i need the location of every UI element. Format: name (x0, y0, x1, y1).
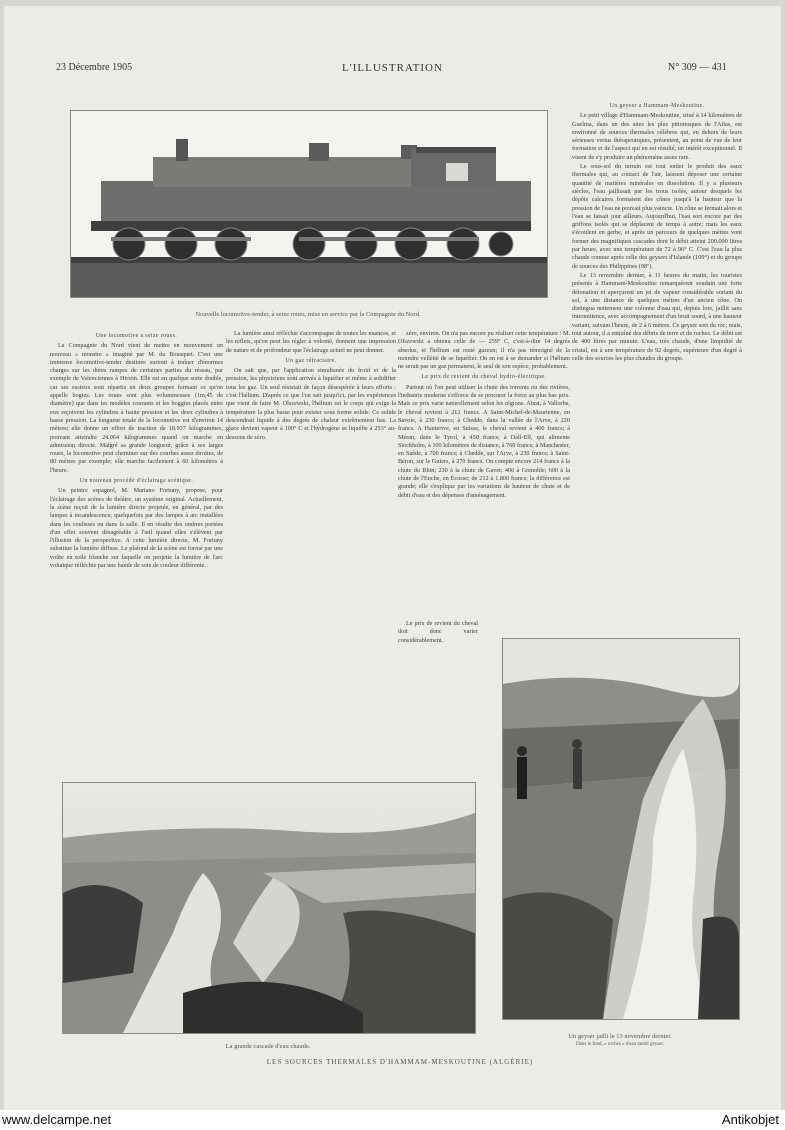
text-gaz: On sait que, par l'application simultanée du froid et de la pression, les physiciens sont arrivés à liquéfier et même à solidifier tous les gaz. Un seul résistait de façon désespérée à leurs efforts : c'est l'hélium. D'après ce que l'on sait jusqu'ici, par les expériences que vient de faire M. Olszewski, l'hélium est le corps qui exige la température la plus basse pour exister sous forme solide. Ce solide descendrait liquide à des degrés de chaleur extrêmement bas. La glace devient vapeur à 100° C et l'hydrogène se liquéfie à 253° au-dessous de zéro. (226, 367, 396, 441)
watermark-left: www.delcampe.net (2, 1112, 112, 1127)
cascade-caption: La grande cascade d'eau chaude. (225, 1043, 311, 1050)
text-prix-narrow: Le prix de revient du cheval doit donc varier considérablement. (398, 620, 478, 644)
issue-date: 23 Décembre 1905 (56, 62, 133, 73)
article-column-4 (572, 100, 742, 612)
watermark-bar (0, 1110, 785, 1130)
article-column-3-narrow (398, 620, 478, 770)
heading-locomotive: Une locomotive a seize roues. (95, 333, 178, 339)
article-column-1 (50, 330, 223, 768)
article-column-2 (226, 330, 396, 768)
geyser-caption: Un geyser jailli le 13 novembre dernier. (568, 1033, 672, 1040)
section-caption: LES SOURCES THERMALES D'HAMMAM-MESKOUTINE (ALGÉRIE) (266, 1058, 534, 1066)
text-locomotive: La Compagnie du Nord vient de mettre en mouvement un nouveau « monstre » imaginé par M. du Bousquet. C'est une immense locomotive-tender destinée surtout à traîner d'énormes charges sur les dures rampes de certaines parties du réseau, par exemple de Valenciennes à Hirson. Elle est en quelque sorte double, car ses essieux sont répartis en deux groupes formant ce qu'on appelle bogies. Les roues sont plus volumineuses (1m,45 de diamètre) que dans les modèles courants et les boggies placés entre eux reçoivent les cylindres à haute pression et les deux cylindres à basse pression. La longueur totale de la locomotive est d'environ 14 mètres; elle donne un effort de traction de 18.937 kilogrammes, pouvant atteindre 24.064 kilogrammes quand on marche en admission directe. Malgré sa grande longueur, grâce à ses larges roues, la locomotive peut cheminer sur des courbes assez étroites, de 80 mètres par exemple; elle marche facilement à 60 kilomètres à l'heure. (50, 342, 223, 474)
watermark-right: Antikobjet (721, 1112, 779, 1127)
issue-number: N° 309 — 431 (668, 62, 727, 73)
geyser-photo (502, 638, 740, 1020)
text-geyser: Le petit village d'Hammam-Meskoutine, situé à 14 kilomètres de Guelma, dans un des sites les plus pittoresques de l'Atlas, est environné de sources thermales célèbres qui, en dehors de leurs sérieuses vertus thérapeutiques, présentent, au point de vue de leur formation et de l'aspect qui en est résulté, un intérêt exceptionnel. Il visent de s'y produire un phénomène assez rare. (572, 112, 742, 161)
heading-eclairage: Un nouveau procédé d'éclairage scénique. (79, 478, 194, 485)
text-gaz-cont: zéro, environ. On n'a pas encore pu réaliser cette température : M. Olszewski a obtenu celle de — 259° C, c'est-à-dire 14 degrés absolus, et l'hélium est resté gazeux; il n'a pas témoigné de la moindre velléité de se liquéfier. On en est à se demander si l'hélium ne serait pas un gaz permanent, le seul de son espèce, probablement. (398, 330, 570, 371)
text-prix: Partout où l'on peut utiliser la chute des torrents ou des rivières, l'industrie moderne s'efforce de se procurer la force au plus bas prix. Mais ce prix varie naturellement selon les régions. Ainsi, à Vallorbe, le cheval revient à 212 francs. A Saint-Michel-de-Maurienne, en Savoie, à 230 francs; à Chedde, dans la vallée de l'Arve, à 220 francs. A Hauterive, en Suisse, le cheval revient à 400 francs; à Méran, dans le Tyrol, à 450 francs; à Dall-Elf, qui alimente Stockholm, à 100 kilomètres de distance, à 760 francs; à Manchester, en Suède, à 700 francs; à Chedde, sur l'Arve, à 230 francs; à Saint-Béron, sur le Guiers, à 270 francs. On compte encore 214 francs à la chute du Rhin; 230 à la chute de Gavet; 400 à Grenoble; 600 à la chute de l'Enche, en Écosse; de 212 à 1.800 francs; la différence est grande; elle s'explique par les variations de hauteur de chute et de débit d'eau et des dépenses d'aménagement. (398, 383, 570, 499)
text-geyser-2: Le sous-sol du terrain est tout entier le produit des eaux thermales qui, au contact de l'air, laissent déposer une certaine quantité de matières minérales en dissolution. Il y a plusieurs siècles, l'eau jaillissait par les trous isolés, autour desquels les dépôts calcaires formaient des cônes jusqu'à la hauteur que la pression de l'eau ne pouvait plus vaincre. Un cône se fermait alors et l'eau se faisait jour ailleurs. Aujourd'hui, l'eau sort encore par des griffons isolés qui se déplacent de temps à autre; mais les eaux s'écoulent en gerbe, et après un parcours de quelques mètres vont former des magnifiques cascades dont le débit atteint 200.000 litres par heure, avec une température de 72 à 96° C. C'est l'eau la plus chaude connue après celle des geysers d'Islande (109°) et du groupe de sources des Philippines (98°). (572, 163, 742, 270)
text-eclairage: Un peintre espagnol, M. Mariano Fortuny, propose, pour l'éclairage des scènes de théâtre, un système original. Actuellement, la scène reçoit de la lumière directe projetée, en général, par des lampes à incandescence; quelquefois par des lampes à arc installées dans les coulisses ou dans la salle. Il en résulte des ombres portées d'un effet souvent désagréable à l'œil quand elles s'élèvent par l'illusion de la perspective. A cette lumière directe, M. Fortuny substitue la lumière diffuse. Le plafond de la scène est formé par une voûte en toile blanche sur laquelle on projette la lumière de l'arc voltaïque réfléchie par une bande de soie de couleur différente. (50, 487, 223, 570)
text-eclairage-cont: La lumière ainsi réfléchie s'accompagne de toutes les nuances, et les reflets, qu'on peut les régler à volonté, donnent une impression de nature et de profondeur que l'éclairage actuel ne peut donner. (226, 330, 396, 354)
heading-gaz: Un gaz réfractaire. (285, 357, 337, 364)
publication-title: L'ILLUSTRATION (342, 62, 443, 74)
locomotive-photo (70, 110, 548, 298)
heading-geyser: Un geyser a Hammam-Meskoutine. (609, 103, 705, 109)
geyser-subcaption: Dans le fond, « roches » d'eau tantôt geyser. (575, 1042, 665, 1047)
locomotive-caption: Nouvelle locomotive-tender, à seize roues, mise en service par la Compagnie du Nord. (195, 311, 421, 318)
cascade-photo (62, 782, 476, 1034)
article-column-3 (398, 330, 570, 620)
text-geyser-3: Le 13 novembre dernier, à 11 heures du matin, les touristes présents à Hammam-Meskoutine remarquèrent soudain une forte détonation et aperçurent un jet de vapeur considérable sortant du sol, à une distance de quelques mètres d'un ancien cône. On distingua nettement une colonne d'eau qui, depuis lors, jaillit sans intermittence, avec accompagnement d'un bruit sourd, à une hauteur variant, suivant l'heure, de 2 à 6 mètres. Ce geyser sort du roc; mais, tout autour, il a entraîné des débris de terre et de roches. Le débit est de 400 litres par minute. L'eau, très chaude, d'une limpidité de cristal, est à une température de 92 degrés, supérieure d'un degré à celle des sources les plus chaudes du groupe. (572, 271, 742, 362)
heading-prix: Le prix de revient du cheval hydro-électrique. (421, 374, 547, 381)
